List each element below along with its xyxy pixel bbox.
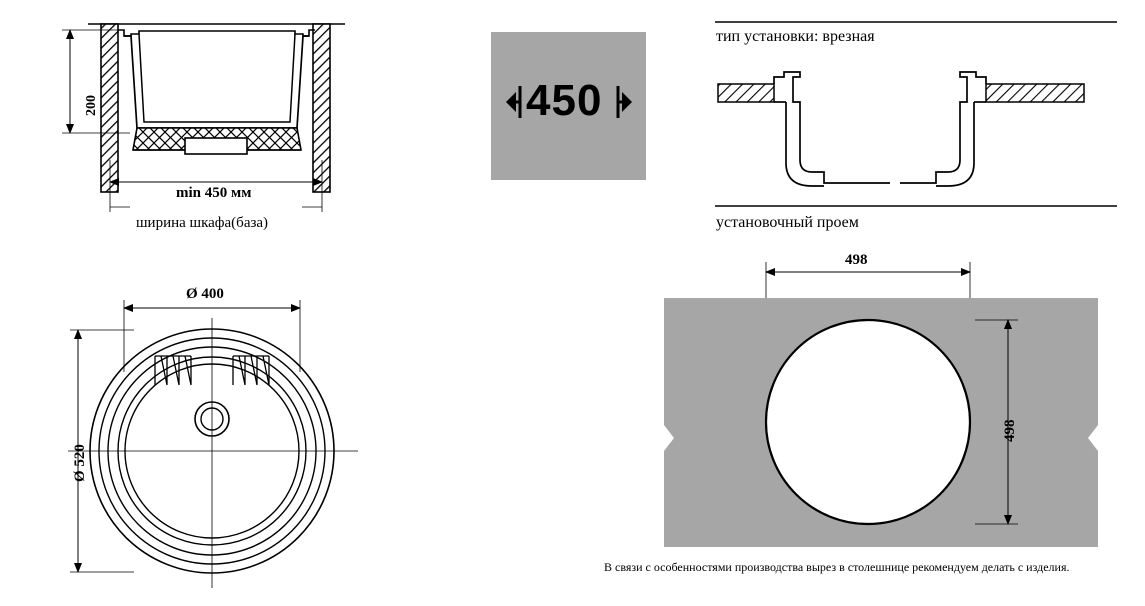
installation-type-graphic xyxy=(715,22,1117,186)
cabinet-height-dimension-label: 200 xyxy=(84,95,99,116)
installation-cutout-title: установочный проем xyxy=(716,214,859,231)
cutout-height-dimension-label: 498 xyxy=(1002,419,1018,442)
installation-cutout-graphic xyxy=(664,206,1117,547)
production-note: В связи с особенностями производства вырез в столешнице рекомендуем делать с изделия. xyxy=(604,560,1070,574)
plan-top-diameter-label: Ø 400 xyxy=(186,286,224,302)
plan-left-diameter-label: Ø 520 xyxy=(72,444,88,482)
cabinet-width-dimension-label: min 450 мм xyxy=(176,185,252,201)
size-badge-value: 450 xyxy=(526,76,603,125)
installation-type-title: тип установки: врезная xyxy=(716,28,875,45)
cabinet-base-caption: ширина шкафа(база) xyxy=(136,215,269,231)
sink-plan-view-graphic xyxy=(68,300,358,588)
cabinet-cross-section-graphic xyxy=(62,24,345,212)
cutout-width-dimension-label: 498 xyxy=(845,252,868,268)
